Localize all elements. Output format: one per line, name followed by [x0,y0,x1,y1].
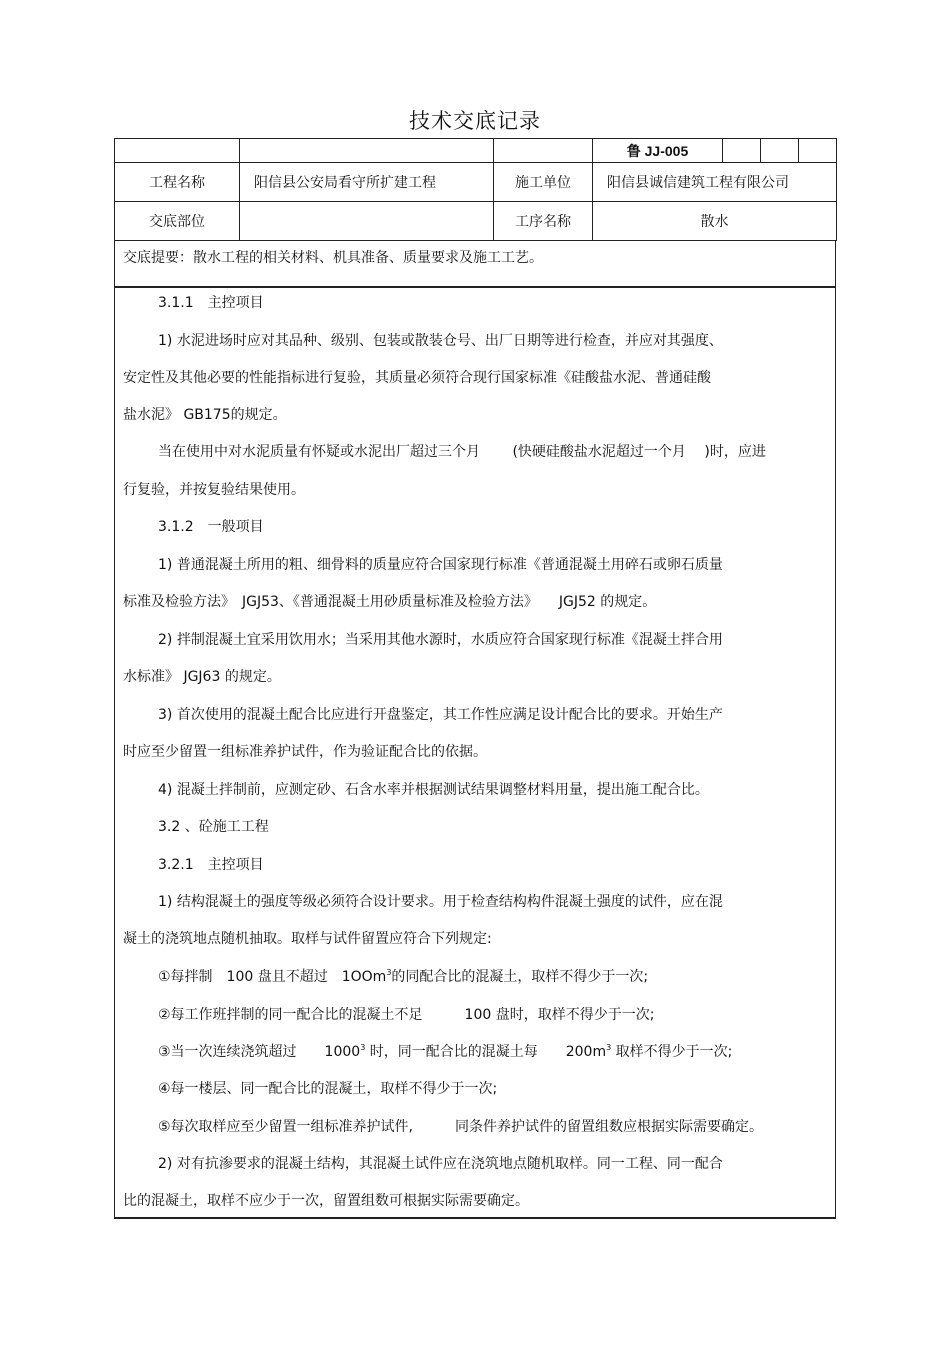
list-item [158,968,648,986]
paragraph-line: 1) 普通混凝土所用的粗、细骨料的质量应符合国家现行标准《普通混凝土用碎石或卵石质量 [158,557,723,573]
section-heading: 3.1.1 主控项目 [158,295,264,311]
blank-cell [761,139,799,163]
section-heading: 3.2.1 主控项目 [158,857,264,873]
handover-part-value [240,202,494,241]
superscript: 3 [360,1043,366,1052]
paragraph-line: 当在使用中对水泥质量有怀疑或水泥出厂超过三个月 (快硬硅酸盐水泥超过一个月 )时，应进 [158,444,766,460]
construction-unit-value: 阳信县诚信建筑工程有限公司 [593,163,837,202]
list-item-text: 的同配合比的混凝土，取样不得少于一次; [391,969,649,985]
code-row [115,139,837,163]
paragraph-line: 2) 对有抗渗要求的混凝土结构，其混凝土试件应在浇筑地点随机取样。同一工程、同一配合 [158,1156,723,1172]
superscript: 3 [606,1043,612,1052]
list-item [158,1043,732,1061]
paragraph-line: 盐水泥》 GB175的规定。 [123,407,287,423]
paragraph-line: 比的混凝土，取样不应少于一次，留置组数可根据实际需要确定。 [123,1193,529,1209]
paragraph-line: 凝土的浇筑地点随机抽取。取样与试件留置应符合下列规定: [123,931,492,947]
list-item-text: 取样不得少于一次; [611,1044,733,1060]
section-heading: 3.2 、砼施工工程 [158,819,269,835]
paragraph-line: 安定性及其他必要的性能指标进行复验，其质量必须符合现行国家标准《硅酸盐水泥、普通硅酸 [123,370,711,386]
list-item-text: 时，同一配合比的混凝土每 200m [365,1044,607,1060]
list-item-text: ①每拌制 100 盘且不超过 1OOm [158,969,387,985]
paragraph-line: 行复验，并按复验结果使用。 [123,482,305,498]
paragraph-line: 时应至少留置一组标准养护试件，作为验证配合比的依据。 [123,744,487,760]
paragraph-line: 3) 首次使用的混凝土配合比应进行开盘鉴定，其工作性应满足设计配合比的要求。开始生产 [158,707,723,723]
blank-cell [115,139,240,163]
page-title: 技术交底记录 [409,109,541,133]
list-item-text: ③当一次连续浇筑超过 1000 [158,1044,361,1060]
handover-summary: 交底提要：散水工程的相关材料、机具准备、质量要求及施工工艺。 [114,241,836,288]
process-name-label: 工序名称 [494,202,593,241]
handover-form [114,138,836,1219]
superscript: 3 [386,968,392,977]
blank-cell [723,139,761,163]
project-name-label: 工程名称 [115,163,240,202]
construction-unit-label: 施工单位 [494,163,593,202]
paragraph-line: 水标准》 JGJ63 的规定。 [123,669,281,685]
blank-cell [494,139,593,163]
paragraph-line: 4) 混凝土拌制前，应测定砂、石含水率并根据测试结果调整材料用量，提出施工配合比。 [158,782,709,798]
project-name-value: 阳信县公安局看守所扩建工程 [240,163,494,202]
paragraph-line: 标准及检验方法》 JGJ53、《普通混凝土用砂质量标准及检验方法》 JGJ52 的规定。 [123,594,657,610]
paragraph-line: 2) 拌制混凝土宜采用饮用水；当采用其他水源时，水质应符合国家现行标准《混凝土拌合用 [158,632,723,648]
paragraph-line: 1) 水泥进场时应对其品种、级别、包装或散装仓号、出厂日期等进行检查，并应对其强度、 [158,333,723,349]
section-heading: 3.1.2 一般项目 [158,519,264,535]
form-code: 鲁 JJ-005 [593,139,723,163]
list-item: ④每一楼层、同一配合比的混凝土，取样不得少于一次; [158,1081,498,1097]
handover-content [114,288,836,1219]
part-row [115,202,837,241]
blank-cell [240,139,494,163]
paragraph-line: 1) 结构混凝土的强度等级必须符合设计要求。用于检查结构构件混凝土强度的试件，应在混 [158,894,723,910]
process-name-value: 散水 [593,202,837,241]
blank-cell [799,139,837,163]
project-row [115,163,837,202]
header-table [114,138,837,241]
list-item: ②每工作班拌制的同一配合比的混凝土不足 100 盘时，取样不得少于一次; [158,1007,655,1023]
handover-part-label: 交底部位 [115,202,240,241]
list-item: ⑤每次取样应至少留置一组标准养护试件, 同条件养护试件的留置组数应根据实际需要确定。 [158,1119,763,1135]
